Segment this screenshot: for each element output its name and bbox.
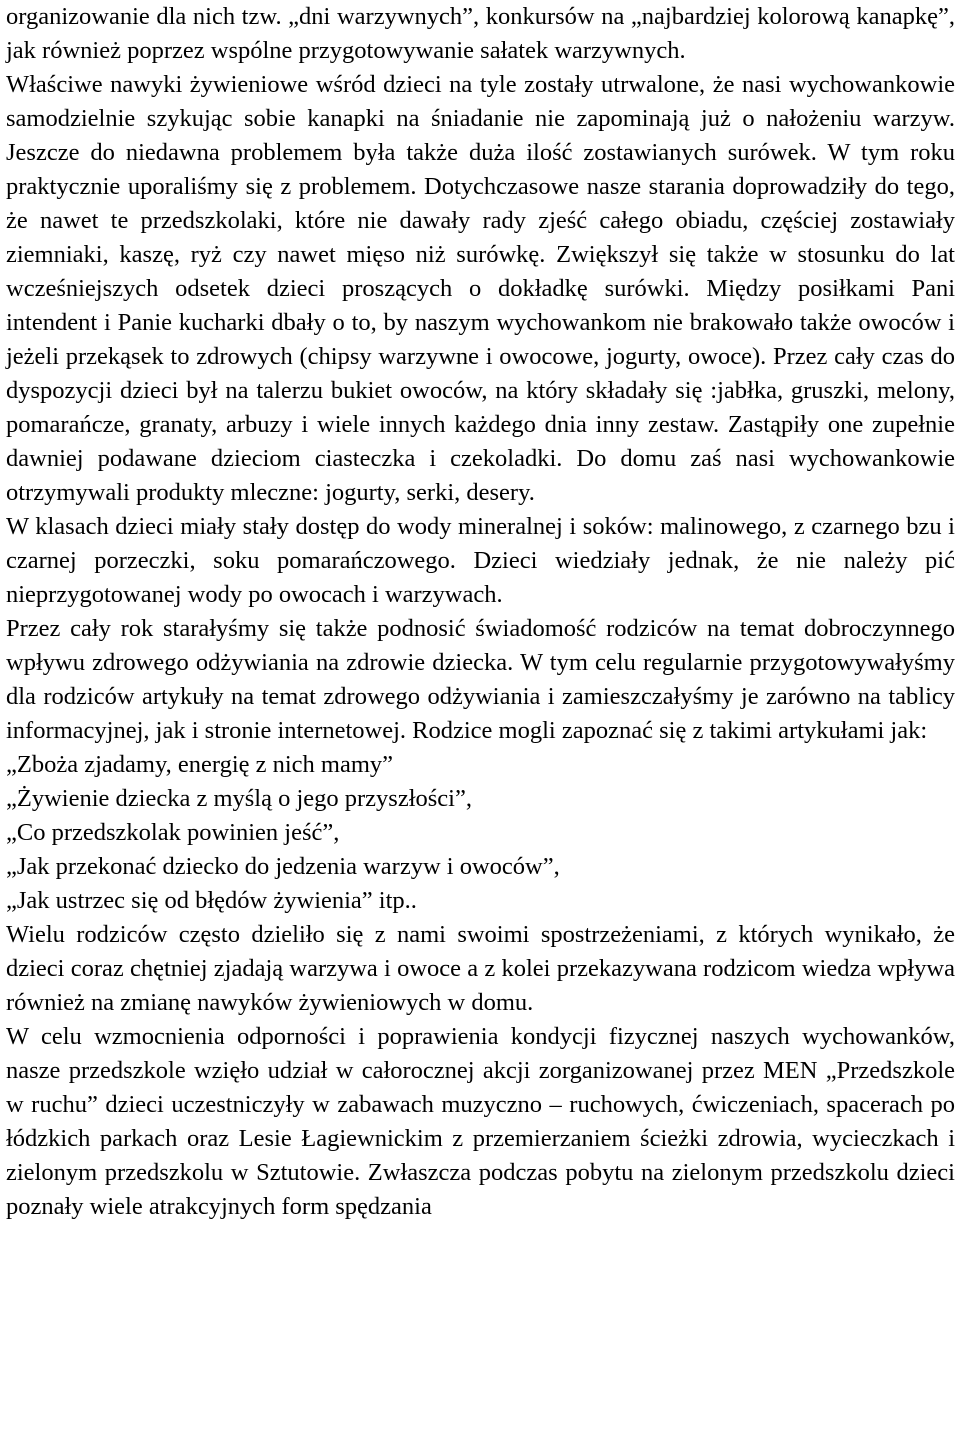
article-title: „Co przedszkolak powinien jeść”, bbox=[6, 819, 340, 846]
paragraph-parent-feedback: Wielu rodziców często dzieliło się z nami swoimi spostrzeżeniami, z których wynikało, że dzieci coraz chętniej zjadają warzywa i owoce a z kolei przekazywana rodzicom wiedza wpływa również na zmianę nawyków żywieniowych w domu. bbox=[6, 921, 955, 1016]
paragraph-water-juices: W klasach dzieci miały stały dostęp do wody mineralnej i soków: malinowego, z czarnego bzu i czarnej porzeczki, soku pomarańczowego. Dzieci wiedziały jednak, że nie należy pić nieprzygotowanej wody po owocach i warzywach. bbox=[6, 513, 955, 608]
paragraph-eating-habits: Właściwe nawyki żywieniowe wśród dzieci na tyle zostały utrwalone, że nasi wychowankowie samodzielnie szykując sobie kanapki na śniadanie nie zapominają już o nałożeniu warzyw. Jeszcze do niedawna problemem była także duża ilość zostawianych surówek. W tym roku praktycznie uporaliśmy się z problemem. Dotychczasowe nasze starania doprowadziły do tego, że nawet te przedszkolaki, które nie dawały rady zjeść całego obiadu, częściej zostawiały ziemniaki, kaszę, ryż czy nawet mięso niż surówkę. Zwiększył się także w stosunku do lat wcześniejszych odsetek dzieci proszących o dokładkę surówki. Między posiłkami Pani intendent i Panie kucharki dbały o to, by naszym wychowankom nie brakowało także owoców i jeżeli przekąsek to zdrowych (chipsy warzywne i owocowe, jogurty, owoce). Przez cały czas do dyspozycji dzieci był na talerzu bukiet owoców, na który składały się :jabłka, gruszki, melony, pomarańcze, granaty, arbuzy i wiele innych każdego dnia inny zestaw. Zastąpiły one zupełnie dawniej podawane dzieciom ciasteczka i czekoladki. Do domu zaś nasi wychowankowie otrzymywali produkty mleczne: jogurty, serki, desery. bbox=[6, 71, 955, 506]
article-title: „Jak ustrzec się od błędów żywienia” itp.. bbox=[6, 887, 417, 914]
paragraph-vegetable-days: organizowanie dla nich tzw. „dni warzywnych”, konkursów na „najbardziej kolorową kanapkę”, jak również poprzez wspólne przygotowywanie sałatek warzywnych. bbox=[6, 3, 955, 64]
article-title: „Zboża zjadamy, energię z nich mamy” bbox=[6, 751, 394, 778]
article-title-list bbox=[6, 748, 955, 918]
article-title: „Żywienie dziecka z myślą o jego przyszłości”, bbox=[6, 785, 472, 812]
paragraph-physical-activity: W celu wzmocnienia odporności i poprawienia kondycji fizycznej naszych wychowanków, nasze przedszkole wzięło udział w całorocznej akcji zorganizowanej przez MEN „Przedszkole w ruchu” dzieci uczestniczyły w zabawach muzyczno – ruchowych, ćwiczeniach, spacerach po łódzkich parkach oraz Lesie Łagiewnickim z przemierzaniem ścieżki zdrowia, wycieczkach i zielonym przedszkolu w Sztutowie. Zwłaszcza podczas pobytu na zielonym przedszkolu dzieci poznały wiele atrakcyjnych form spędzania bbox=[6, 1023, 955, 1220]
paragraph-parent-awareness: Przez cały rok starałyśmy się także podnosić świadomość rodziców na temat dobroczynnego wpływu zdrowego odżywiania na zdrowie dziecka. W tym celu regularnie przygotowywałyśmy dla rodziców artykuły na temat zdrowego odżywiania i zamieszczałyśmy je zarówno na tablicy informacyjnej, jak i stronie internetowej. Rodzice mogli zapoznać się z takimi artykułami jak: bbox=[6, 615, 955, 744]
article-title: „Jak przekonać dziecko do jedzenia warzyw i owoców”, bbox=[6, 853, 560, 880]
